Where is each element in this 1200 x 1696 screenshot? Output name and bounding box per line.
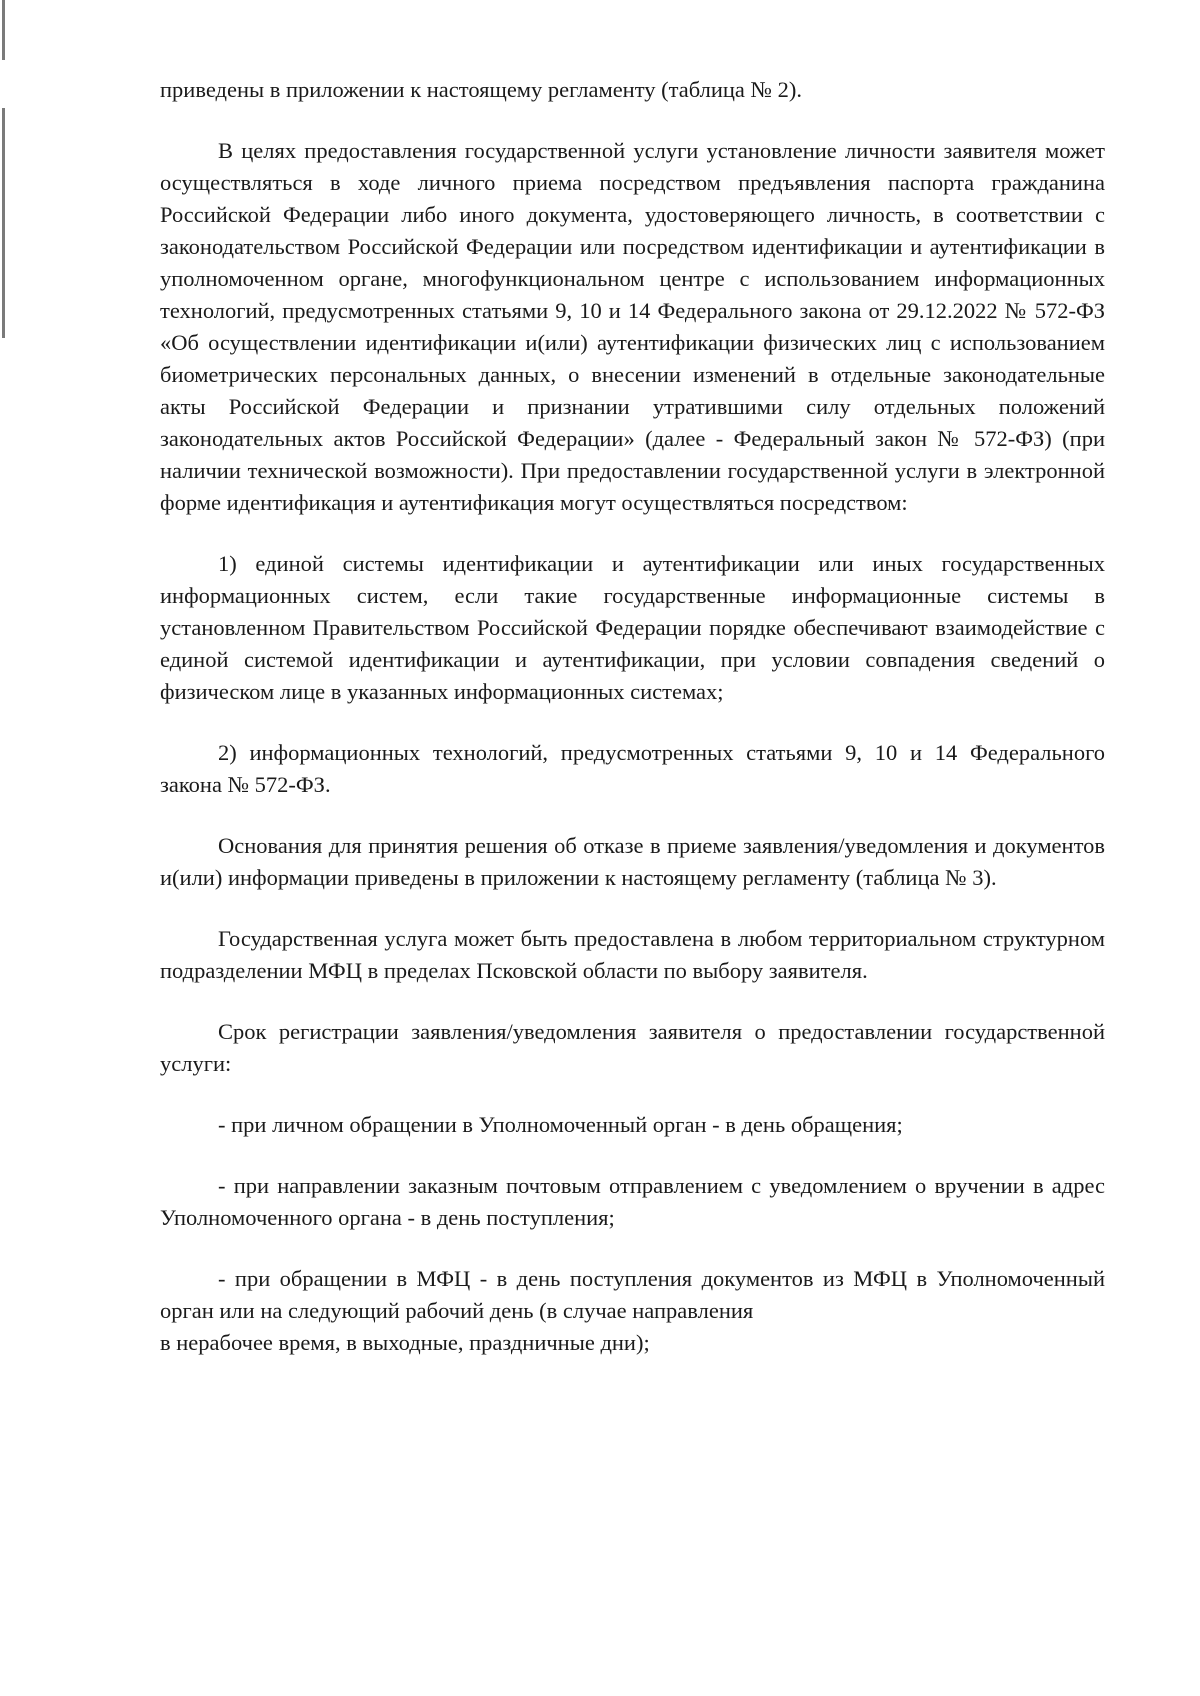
- paragraph: Государственная услуга может быть предоставлена в любом территориальном структурном подразделении МФЦ в пределах Псковской области по выбору заявителя.: [160, 926, 1105, 983]
- paragraph: В целях предоставления государственной услуги установление личности заявителя может осуществляться в ходе личного приема посредством предъявления паспорта гражданина Российской Федерации либо иного документа, удостоверяющего личность, в соответствии с законодательством Российской Федерации или посредством идентификации и аутентификации в уполномоченном органе, многофункциональном центре с использованием информационных технологий, предусмотренных статьями 9, 10 и 14 Федерального закона от 29.12.2022 № 572-ФЗ «Об осуществлении идентификации и(или) аутентификации физических лиц с использованием биометрических персональных данных, о внесении изменений в отдельные законодательные акты Российской Федерации и признании утратившими силу отдельных положений законодательных актов Российской Федерации» (далее - Федеральный закон № 572-ФЗ) (при наличии технической возможности). При предоставлении государственной услуги в электронной форме идентификация и аутентификация могут осуществляться посредством:: [160, 138, 1105, 515]
- paragraph: 2) информационных технологий, предусмотренных статьями 9, 10 и 14 Федерального закона № 572-ФЗ.: [160, 740, 1105, 797]
- paragraph: 1) единой системы идентификации и аутентификации или иных государственных информационных систем, если такие государственные информационные системы в установленном Правительством Российской Федерации порядке обеспечивают взаимодействие с единой системой идентификации и аутентификации, при условии совпадения сведений о физическом лице в указанных информационных системах;: [160, 551, 1105, 704]
- list-item: - при направлении заказным почтовым отправлением с уведомлением о вручении в адрес Уполномоченного органа - в день поступления;: [160, 1173, 1105, 1230]
- scan-edge-mark: [2, 108, 5, 338]
- document-body: [160, 74, 1105, 1388]
- list-item: - при личном обращении в Уполномоченный орган - в день обращения;: [218, 1112, 903, 1137]
- paragraph: Основания для принятия решения об отказе в приеме заявления/уведомления и документов и(или) информации приведены в приложении к настоящему регламенту (таблица № 3).: [160, 833, 1105, 890]
- list-item: - при обращении в МФЦ - в день поступления документов из МФЦ в Уполномоченный орган или на следующий рабочий день (в случае направления: [160, 1266, 1105, 1323]
- scan-edge-mark: [2, 0, 5, 60]
- list-item-continuation: в нерабочее время, в выходные, праздничные дни);: [160, 1330, 650, 1355]
- paragraph: приведены в приложении к настоящему регламенту (таблица № 2).: [160, 77, 802, 102]
- paragraph: Срок регистрации заявления/уведомления заявителя о предоставлении государственной услуги:: [160, 1019, 1105, 1076]
